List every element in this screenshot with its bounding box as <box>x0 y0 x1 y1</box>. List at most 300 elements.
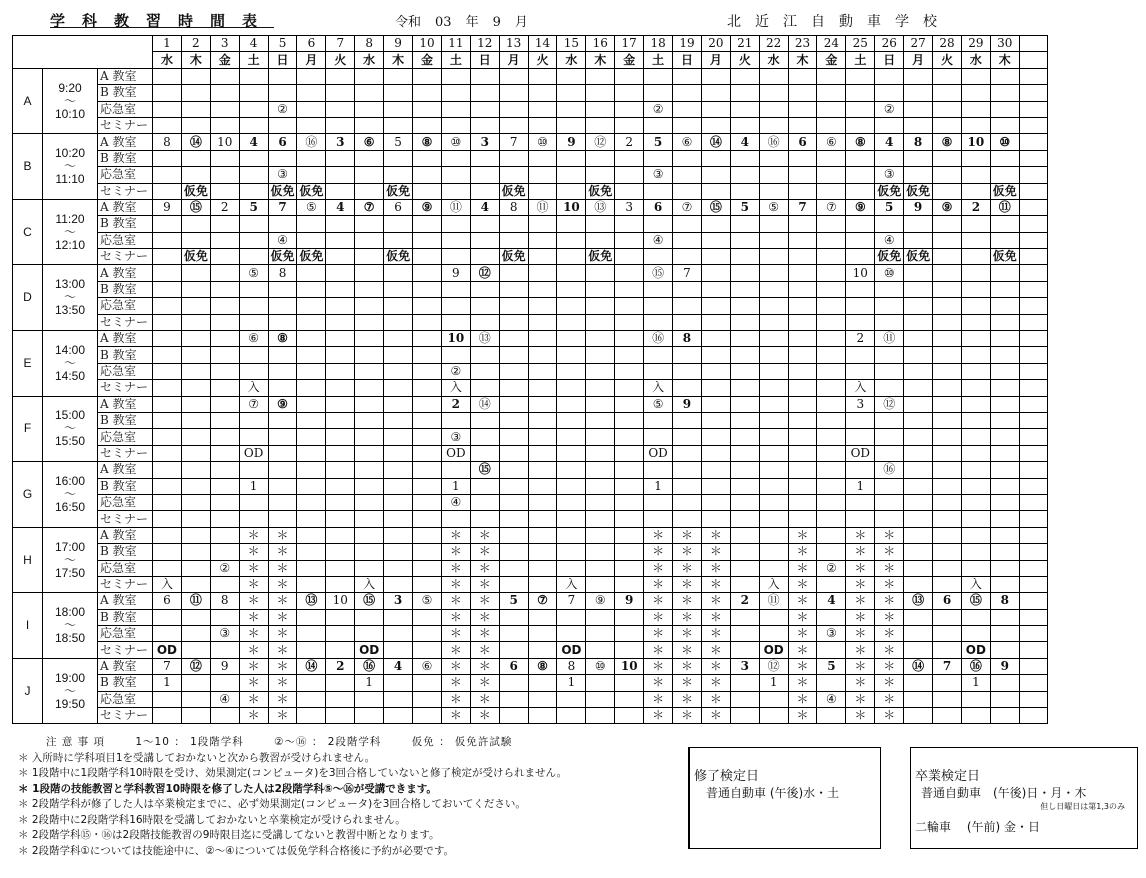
room-label: B 教室 <box>98 216 153 232</box>
schedule-cell <box>499 281 528 297</box>
schedule-cell <box>730 232 759 248</box>
schedule-cell <box>846 363 875 379</box>
schedule-cell <box>499 298 528 314</box>
schedule-cell: 9 <box>153 199 182 215</box>
schedule-cell <box>153 117 182 133</box>
schedule-cell: 7 <box>499 134 528 150</box>
room-label: B 教室 <box>98 281 153 297</box>
schedule-cell <box>413 232 442 248</box>
schedule-cell <box>701 183 730 199</box>
schedule-cell <box>933 347 962 363</box>
period-time <box>43 593 98 659</box>
schedule-cell <box>990 642 1019 658</box>
schedule-cell <box>673 150 702 166</box>
schedule-cell: 入 <box>961 576 990 592</box>
schedule-cell <box>355 281 384 297</box>
schedule-cell <box>268 363 297 379</box>
schedule-cell: 仮免 <box>990 249 1019 265</box>
schedule-cell <box>904 216 933 232</box>
schedule-cell <box>846 85 875 101</box>
schedule-cell <box>961 478 990 494</box>
room-label: A 教室 <box>98 396 153 412</box>
schedule-cell <box>961 298 990 314</box>
room-label: セミナー <box>98 380 153 396</box>
schedule-cell: 7 <box>933 658 962 674</box>
schedule-cell <box>239 117 268 133</box>
schedule-cell <box>961 150 990 166</box>
schedule-cell <box>817 331 846 347</box>
schedule-cell <box>990 298 1019 314</box>
schedule-cell <box>326 445 355 461</box>
schedule-cell: ③ <box>644 167 673 183</box>
schedule-cell <box>268 445 297 461</box>
schedule-cell <box>326 249 355 265</box>
schedule-cell <box>933 560 962 576</box>
schedule-cell: ＊ <box>846 576 875 592</box>
schedule-cell <box>904 380 933 396</box>
schedule-cell <box>355 544 384 560</box>
graduation-exam-schedule: 普通自動車 (午後)日・月・木 <box>921 786 1087 800</box>
schedule-cell <box>528 494 557 510</box>
schedule-cell <box>990 347 1019 363</box>
schedule-cell <box>181 708 210 724</box>
schedule-cell <box>441 249 470 265</box>
schedule-cell <box>933 68 962 84</box>
schedule-cell: ③ <box>875 167 904 183</box>
schedule-cell <box>730 412 759 428</box>
schedule-cell <box>470 478 499 494</box>
schedule-cell: ＊ <box>875 642 904 658</box>
schedule-cell <box>384 609 413 625</box>
schedule-cell <box>557 445 586 461</box>
schedule-cell: 8 <box>673 331 702 347</box>
schedule-cell <box>846 412 875 428</box>
room-label: セミナー <box>98 445 153 461</box>
schedule-cell: ＊ <box>470 544 499 560</box>
schedule-cell: 4 <box>875 134 904 150</box>
schedule-cell: 10 <box>210 134 239 150</box>
schedule-cell: 6 <box>384 199 413 215</box>
schedule-cell <box>181 675 210 691</box>
period-time-tilde: 〜 <box>63 224 76 239</box>
schedule-cell <box>384 396 413 412</box>
schedule-cell <box>586 347 615 363</box>
weekday: 火 <box>730 52 759 68</box>
schedule-cell <box>1019 511 1047 527</box>
schedule-cell <box>673 232 702 248</box>
schedule-cell <box>730 560 759 576</box>
schedule-cell <box>644 249 673 265</box>
room-label: B 教室 <box>98 150 153 166</box>
period-time-tilde: 〜 <box>63 552 76 567</box>
schedule-cell <box>326 511 355 527</box>
schedule-cell <box>961 429 990 445</box>
weekday: 木 <box>384 52 413 68</box>
schedule-cell: ＊ <box>268 658 297 674</box>
schedule-cell <box>499 626 528 642</box>
schedule-cell: ＊ <box>788 609 817 625</box>
room-label: 応急室 <box>98 363 153 379</box>
schedule-cell <box>673 68 702 84</box>
schedule-cell <box>355 363 384 379</box>
schedule-row <box>13 445 1048 461</box>
schedule-cell <box>933 183 962 199</box>
schedule-cell <box>239 249 268 265</box>
schedule-cell <box>470 167 499 183</box>
schedule-cell: ④ <box>268 232 297 248</box>
schedule-cell <box>384 363 413 379</box>
schedule-cell <box>153 560 182 576</box>
period-letter: A <box>13 68 43 134</box>
schedule-cell <box>384 412 413 428</box>
schedule-cell <box>181 478 210 494</box>
schedule-cell <box>846 347 875 363</box>
schedule-cell: 6 <box>268 134 297 150</box>
schedule-cell: 4 <box>730 134 759 150</box>
schedule-cell: ＊ <box>701 708 730 724</box>
schedule-cell <box>759 150 788 166</box>
schedule-cell: ＊ <box>788 691 817 707</box>
schedule-cell <box>904 331 933 347</box>
schedule-cell: ＊ <box>470 642 499 658</box>
schedule-cell <box>528 478 557 494</box>
schedule-cell <box>759 445 788 461</box>
schedule-cell: ⑮ <box>181 199 210 215</box>
schedule-cell <box>557 331 586 347</box>
period-time <box>43 199 98 265</box>
schedule-cell <box>759 494 788 510</box>
note-line: ＊ 2段階中に2段階学科16時限を受講しておかないと卒業検定が受けられません。 <box>18 813 406 826</box>
schedule-cell <box>239 150 268 166</box>
room-label: A 教室 <box>98 199 153 215</box>
period-time-end: 13:50 <box>54 303 86 318</box>
schedule-cell <box>1019 199 1047 215</box>
schedule-row <box>13 298 1048 314</box>
schedule-cell <box>730 331 759 347</box>
schedule-cell <box>846 117 875 133</box>
schedule-cell <box>990 527 1019 543</box>
schedule-cell <box>701 232 730 248</box>
schedule-cell: ＊ <box>644 675 673 691</box>
schedule-cell: ＊ <box>239 544 268 560</box>
schedule-cell: 1 <box>239 478 268 494</box>
schedule-cell <box>384 527 413 543</box>
schedule-cell <box>875 85 904 101</box>
schedule-cell: ＊ <box>239 642 268 658</box>
schedule-cell: ＊ <box>701 544 730 560</box>
schedule-cell: ⑩ <box>990 134 1019 150</box>
schedule-cell <box>355 511 384 527</box>
schedule-cell <box>1019 708 1047 724</box>
schedule-cell <box>355 380 384 396</box>
schedule-cell <box>528 68 557 84</box>
schedule-cell <box>470 298 499 314</box>
schedule-cell <box>615 101 644 117</box>
schedule-cell <box>990 675 1019 691</box>
schedule-cell <box>268 412 297 428</box>
schedule-cell <box>470 281 499 297</box>
schedule-cell: ＊ <box>239 626 268 642</box>
schedule-cell: 9 <box>441 265 470 281</box>
schedule-cell <box>817 314 846 330</box>
schedule-cell <box>730 249 759 265</box>
schedule-cell <box>499 265 528 281</box>
schedule-cell <box>904 642 933 658</box>
schedule-cell <box>961 68 990 84</box>
schedule-cell <box>384 642 413 658</box>
schedule-cell <box>268 462 297 478</box>
day-number: 19 <box>673 36 702 52</box>
schedule-cell <box>153 85 182 101</box>
schedule-cell <box>297 281 326 297</box>
schedule-cell <box>181 642 210 658</box>
schedule-cell: 7 <box>673 265 702 281</box>
schedule-cell <box>181 494 210 510</box>
schedule-cell <box>990 511 1019 527</box>
schedule-cell: 2 <box>441 396 470 412</box>
schedule-cell <box>528 363 557 379</box>
schedule-cell <box>1019 150 1047 166</box>
schedule-cell <box>499 609 528 625</box>
schedule-cell <box>499 232 528 248</box>
schedule-cell <box>413 511 442 527</box>
schedule-cell <box>759 68 788 84</box>
schedule-cell <box>730 85 759 101</box>
schedule-cell <box>586 396 615 412</box>
schedule-cell: ＊ <box>268 609 297 625</box>
schedule-cell <box>644 429 673 445</box>
schedule-cell <box>239 363 268 379</box>
schedule-cell <box>933 576 962 592</box>
schedule-cell: ⑪ <box>528 199 557 215</box>
schedule-cell <box>499 708 528 724</box>
note-line: ＊ 入所時に学科項目1を受講しておかないと次から教習が受けられません。 <box>18 751 376 764</box>
schedule-cell <box>181 544 210 560</box>
schedule-cell: ＊ <box>441 708 470 724</box>
schedule-cell: ⑥ <box>355 134 384 150</box>
schedule-cell <box>586 167 615 183</box>
schedule-cell <box>904 626 933 642</box>
schedule-cell <box>701 314 730 330</box>
schedule-cell <box>326 609 355 625</box>
schedule-cell <box>326 101 355 117</box>
schedule-cell: ＊ <box>673 691 702 707</box>
schedule-cell <box>817 363 846 379</box>
schedule-cell <box>470 445 499 461</box>
day-number: 18 <box>644 36 673 52</box>
schedule-cell <box>759 183 788 199</box>
note-line: ＊ 2段階学科⑮・⑯は2段階技能教習の9時限目迄に受講してないと教習中断となります。 <box>18 829 440 841</box>
schedule-cell <box>413 544 442 560</box>
schedule-cell <box>933 494 962 510</box>
day-number: 3 <box>210 36 239 52</box>
schedule-cell <box>990 560 1019 576</box>
schedule-cell <box>961 494 990 510</box>
schedule-cell <box>239 85 268 101</box>
period-letter: E <box>13 331 43 397</box>
schedule-cell <box>1019 626 1047 642</box>
schedule-cell <box>673 281 702 297</box>
schedule-cell <box>817 494 846 510</box>
schedule-cell <box>181 527 210 543</box>
schedule-cell <box>875 363 904 379</box>
schedule-cell <box>499 462 528 478</box>
schedule-cell <box>846 249 875 265</box>
schedule-cell <box>615 511 644 527</box>
schedule-cell <box>528 216 557 232</box>
schedule-cell <box>1019 642 1047 658</box>
schedule-cell <box>528 527 557 543</box>
schedule-cell <box>961 560 990 576</box>
legend-line <box>18 735 567 751</box>
schedule-cell <box>239 68 268 84</box>
schedule-cell <box>673 216 702 232</box>
schedule-cell: ＊ <box>846 544 875 560</box>
schedule-cell: ＊ <box>644 691 673 707</box>
schedule-cell: ＊ <box>239 560 268 576</box>
schedule-cell <box>759 527 788 543</box>
schedule-cell: 4 <box>239 134 268 150</box>
room-label: セミナー <box>98 576 153 592</box>
schedule-row <box>13 560 1048 576</box>
schedule-cell <box>470 68 499 84</box>
schedule-cell: ⑪ <box>875 331 904 347</box>
completion-exam-schedule: 普通自動車 (午後)水・土 <box>706 786 840 800</box>
schedule-cell <box>904 708 933 724</box>
schedule-cell: 6 <box>153 593 182 609</box>
schedule-cell <box>759 412 788 428</box>
schedule-cell <box>615 576 644 592</box>
schedule-cell: 6 <box>644 199 673 215</box>
room-label: 応急室 <box>98 691 153 707</box>
schedule-cell: ⑩ <box>875 265 904 281</box>
day-number: 9 <box>384 36 413 52</box>
schedule-cell <box>413 462 442 478</box>
schedule-cell: ⑯ <box>297 134 326 150</box>
schedule-cell <box>384 560 413 576</box>
schedule-cell <box>644 347 673 363</box>
schedule-cell <box>788 150 817 166</box>
schedule-cell <box>210 494 239 510</box>
schedule-cell <box>673 478 702 494</box>
schedule-cell <box>701 117 730 133</box>
weekday: 日 <box>875 52 904 68</box>
schedule-cell <box>961 445 990 461</box>
schedule-cell <box>933 429 962 445</box>
schedule-cell <box>817 216 846 232</box>
schedule-cell <box>846 216 875 232</box>
schedule-cell <box>413 560 442 576</box>
schedule-cell: ⑧ <box>413 134 442 150</box>
weekday: 水 <box>355 52 384 68</box>
schedule-cell <box>499 691 528 707</box>
schedule-cell <box>210 249 239 265</box>
schedule-cell <box>759 609 788 625</box>
schedule-cell <box>153 544 182 560</box>
room-label: B 教室 <box>98 478 153 494</box>
schedule-cell <box>615 708 644 724</box>
schedule-cell: 10 <box>557 199 586 215</box>
schedule-cell <box>933 478 962 494</box>
schedule-cell <box>557 216 586 232</box>
schedule-cell <box>499 331 528 347</box>
period-time-tilde: 〜 <box>63 159 76 174</box>
schedule-cell: 仮免 <box>904 183 933 199</box>
schedule-cell: ⑨ <box>268 396 297 412</box>
schedule-cell <box>1019 396 1047 412</box>
schedule-cell <box>239 462 268 478</box>
room-label: セミナー <box>98 314 153 330</box>
period-time-tilde: 〜 <box>63 355 76 370</box>
schedule-cell <box>615 314 644 330</box>
schedule-cell <box>817 642 846 658</box>
schedule-cell <box>297 494 326 510</box>
schedule-cell: ＊ <box>673 708 702 724</box>
room-label: B 教室 <box>98 85 153 101</box>
schedule-cell: ⑦ <box>817 199 846 215</box>
schedule-cell <box>788 347 817 363</box>
schedule-cell <box>384 691 413 707</box>
schedule-cell: 6 <box>788 134 817 150</box>
schedule-cell <box>990 150 1019 166</box>
schedule-cell <box>817 675 846 691</box>
schedule-cell <box>644 85 673 101</box>
schedule-cell <box>730 544 759 560</box>
schedule-cell <box>788 101 817 117</box>
schedule-cell <box>990 101 1019 117</box>
day-number-row <box>13 36 1048 52</box>
period-time-start: 16:00 <box>54 473 86 488</box>
schedule-cell: ＊ <box>268 527 297 543</box>
schedule-cell: ＊ <box>701 658 730 674</box>
schedule-cell <box>297 363 326 379</box>
schedule-cell: ＊ <box>673 527 702 543</box>
schedule-cell <box>153 150 182 166</box>
schedule-cell <box>297 445 326 461</box>
schedule-cell <box>615 462 644 478</box>
schedule-cell <box>153 298 182 314</box>
schedule-cell <box>730 396 759 412</box>
schedule-cell: ＊ <box>788 675 817 691</box>
schedule-cell <box>355 265 384 281</box>
schedule-row <box>13 609 1048 625</box>
schedule-cell <box>933 544 962 560</box>
schedule-cell <box>210 167 239 183</box>
schedule-cell <box>384 511 413 527</box>
day-number: 2 <box>181 36 210 52</box>
schedule-cell: 3 <box>470 134 499 150</box>
schedule-cell <box>326 117 355 133</box>
period-time-end: 16:50 <box>54 499 86 514</box>
schedule-cell: ＊ <box>644 527 673 543</box>
schedule-cell <box>557 314 586 330</box>
schedule-cell <box>297 117 326 133</box>
schedule-cell <box>153 216 182 232</box>
schedule-cell <box>153 167 182 183</box>
schedule-cell <box>990 314 1019 330</box>
schedule-cell <box>326 462 355 478</box>
schedule-cell <box>846 429 875 445</box>
schedule-cell <box>586 445 615 461</box>
schedule-cell: 1 <box>153 675 182 691</box>
schedule-cell: 仮免 <box>499 183 528 199</box>
schedule-cell: OD <box>355 642 384 658</box>
period-letter: D <box>13 265 43 331</box>
schedule-cell: ⑧ <box>933 134 962 150</box>
schedule-cell <box>181 363 210 379</box>
schedule-cell <box>1019 232 1047 248</box>
schedule-cell <box>817 544 846 560</box>
